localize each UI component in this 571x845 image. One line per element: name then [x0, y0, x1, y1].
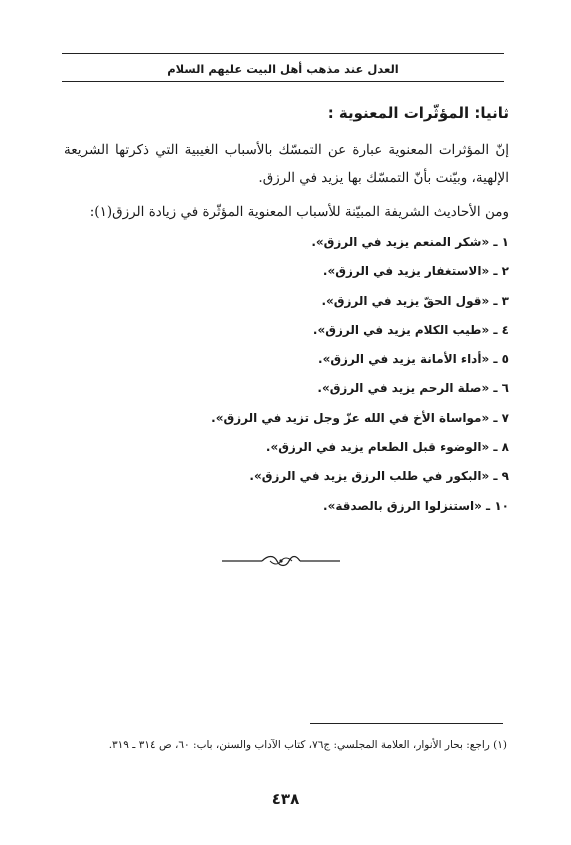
footnote-rule	[310, 723, 503, 724]
list-item: ١٠ ـ «استنزلوا الرزق بالصدقة».	[323, 498, 509, 513]
list-item: ٣ ـ «قول الحقّ يزيد في الرزق».	[321, 293, 509, 308]
list-item: ٧ ـ «مواساة الأخ في الله عزّ وجل تزيد في الرزق».	[211, 410, 509, 425]
footnote: (١) راجع: بحار الأنوار، العلامة المجلسي: ج٧٦، كتاب الآداب والسنن، باب: ٦٠، ص ٣١٤ ـ ٣١٩.	[108, 739, 507, 751]
section-heading: ثانيا: المؤثّرات المعنوية :	[327, 104, 509, 122]
list-intro-paragraph: ومن الأحاديث الشريفة المبيّنة للأسباب المعنوية المؤثّرة في زيادة الرزق(١):	[89, 204, 509, 220]
list-item: ٥ ـ «أداء الأمانة يزيد في الرزق».	[318, 352, 509, 367]
list-item: ٤ ـ «طيب الكلام يزيد في الرزق».	[312, 322, 509, 337]
header-rule-top	[62, 53, 504, 54]
list-item: ٢ ـ «الاستغفار يزيد في الرزق».	[322, 264, 509, 279]
intro-paragraph: إنّ المؤثرات المعنوية عبارة عن التمسّك بالأسباب الغيبية التي ذكرتها الشريعة الإلهية، وبيّنت بأنّ التمسّك بها يزيد في الرزق.	[64, 142, 509, 186]
hadith-list	[211, 231, 509, 524]
header-rule-bottom	[62, 81, 504, 82]
page-number: ٤٣٨	[271, 790, 300, 808]
section-end-ornament	[222, 554, 340, 568]
running-header: العدل عند مذهب أهل البيت عليهم السلام	[167, 62, 399, 76]
list-item: ١ ـ «شكر المنعم يزيد في الرزق».	[311, 235, 509, 249]
page-number-container	[0, 788, 571, 810]
list-item: ٨ ـ «الوضوء قبل الطعام يزيد في الرزق».	[265, 440, 509, 455]
list-item: ٦ ـ «صلة الرحم يزيد في الرزق».	[317, 381, 509, 396]
list-item: ٩ ـ «البكور في طلب الرزق يزيد في الرزق».	[249, 469, 509, 484]
